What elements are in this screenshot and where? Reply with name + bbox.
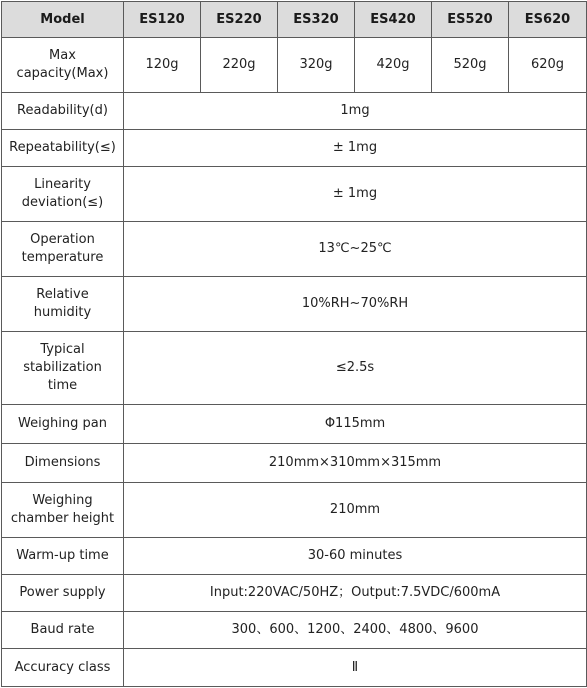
chamber-height-row — [2, 483, 587, 538]
model-es520-header: ES520 — [432, 2, 509, 38]
readability-row — [2, 93, 587, 130]
relative-humidity-value: 10%RH~70%RH — [124, 277, 587, 332]
model-es320-header: ES320 — [278, 2, 355, 38]
linearity-row — [2, 167, 587, 222]
spec-table — [1, 1, 587, 687]
relative-humidity-row — [2, 277, 587, 332]
power-supply-row — [2, 575, 587, 612]
readability-label: Readability(d) — [2, 93, 124, 130]
operation-temperature-label: Operation temperature — [2, 222, 124, 277]
baud-rate-label: Baud rate — [2, 612, 124, 649]
max-capacity-es220: 220g — [201, 38, 278, 93]
baud-rate-value: 300、600、1200、2400、4800、9600 — [124, 612, 587, 649]
operation-temperature-row — [2, 222, 587, 277]
model-es420-header: ES420 — [355, 2, 432, 38]
max-capacity-es520: 520g — [432, 38, 509, 93]
relative-humidity-label: Relative humidity — [2, 277, 124, 332]
model-es620-header: ES620 — [509, 2, 587, 38]
readability-value: 1mg — [124, 93, 587, 130]
baud-rate-row — [2, 612, 587, 649]
warm-up-time-label: Warm-up time — [2, 538, 124, 575]
dimensions-row — [2, 444, 587, 483]
repeatability-value: ± 1mg — [124, 130, 587, 167]
max-capacity-es320: 320g — [278, 38, 355, 93]
stabilization-time-row — [2, 332, 587, 405]
weighing-pan-value: Φ115mm — [124, 405, 587, 444]
linearity-value: ± 1mg — [124, 167, 587, 222]
max-capacity-row — [2, 38, 587, 93]
power-supply-label: Power supply — [2, 575, 124, 612]
model-es220-header: ES220 — [201, 2, 278, 38]
header-row — [2, 2, 587, 38]
power-supply-value: Input:220VAC/50HZ；Output:7.5VDC/600mA — [124, 575, 587, 612]
stabilization-time-value: ≤2.5s — [124, 332, 587, 405]
weighing-pan-row — [2, 405, 587, 444]
chamber-height-label: Weighing chamber height — [2, 483, 124, 538]
warm-up-time-row — [2, 538, 587, 575]
accuracy-class-row — [2, 649, 587, 687]
chamber-height-value: 210mm — [124, 483, 587, 538]
repeatability-row — [2, 130, 587, 167]
linearity-label: Linearity deviation(≤) — [2, 167, 124, 222]
warm-up-time-value: 30-60 minutes — [124, 538, 587, 575]
repeatability-label: Repeatability(≤) — [2, 130, 124, 167]
dimensions-value: 210mm×310mm×315mm — [124, 444, 587, 483]
max-capacity-label: Max capacity(Max) — [2, 38, 124, 93]
weighing-pan-label: Weighing pan — [2, 405, 124, 444]
model-header: Model — [2, 2, 124, 38]
stabilization-time-label: Typical stabilization time — [2, 332, 124, 405]
max-capacity-es420: 420g — [355, 38, 432, 93]
dimensions-label: Dimensions — [2, 444, 124, 483]
max-capacity-es120: 120g — [124, 38, 201, 93]
accuracy-class-label: Accuracy class — [2, 649, 124, 687]
accuracy-class-value: Ⅱ — [124, 649, 587, 687]
model-es120-header: ES120 — [124, 2, 201, 38]
max-capacity-es620: 620g — [509, 38, 587, 93]
operation-temperature-value: 13℃~25℃ — [124, 222, 587, 277]
